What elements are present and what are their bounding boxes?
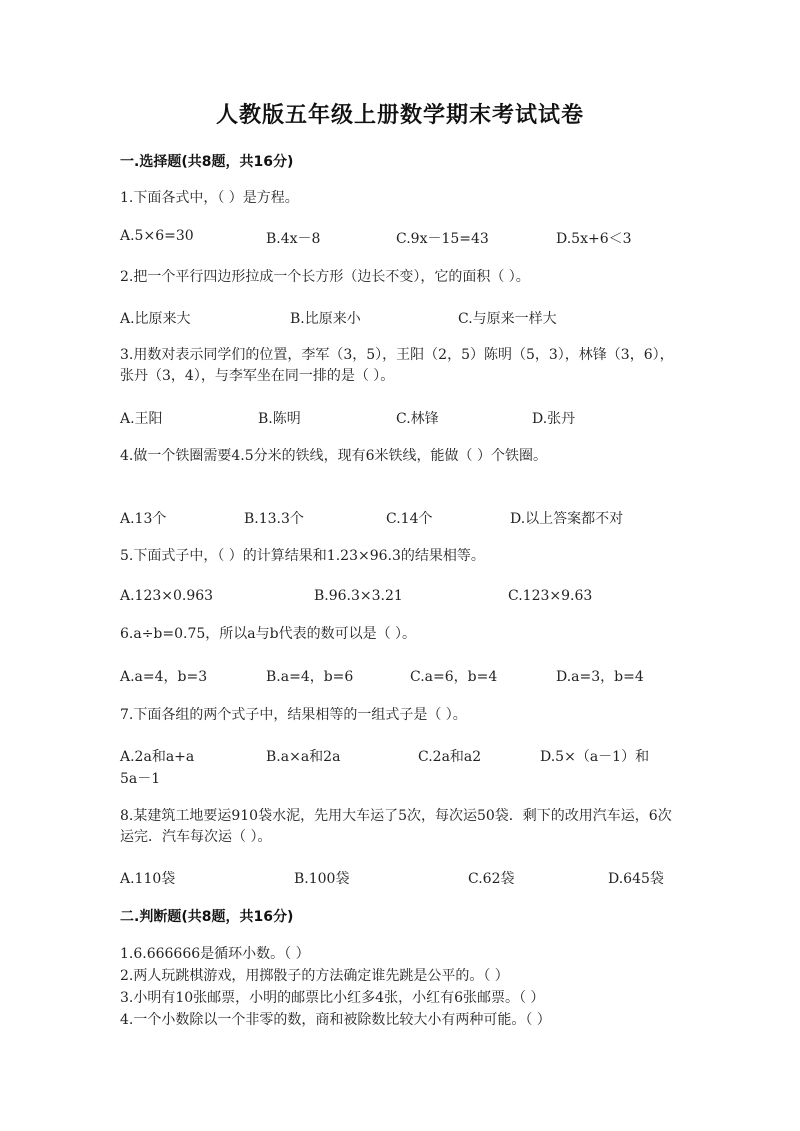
q7-option-c: C.2a和a2 [418, 749, 482, 765]
q6-option-b: B.a=4，b=6 [266, 669, 354, 685]
q8-option-b: B.100袋 [294, 871, 350, 887]
question-2: 2.把一个平行四边形拉成一个长方形（边长不变），它的面积（ ）。 [120, 269, 530, 285]
q2-option-c: C.与原来一样大 [458, 311, 557, 327]
q7-option-d: D.5×（a－1）和 [540, 749, 650, 765]
question-6: 6.a÷b=0.75，所以a与b代表的数可以是（ ）。 [120, 626, 417, 642]
q1-option-d: D.5x+6＜3 [556, 231, 632, 247]
page-title: 人教版五年级上册数学期末考试试卷 [215, 103, 584, 128]
judgement-item-1: 1.6.666666是循环小数。（ ） [120, 946, 310, 962]
q5-option-c: C.123×9.63 [508, 588, 593, 604]
q2-option-b: B.比原来小 [290, 311, 361, 327]
question-8: 8.某建筑工地要运910袋水泥，先用大车运了5次，每次运50袋．剩下的改用汽车运，6次运完．汽车每次运（ ）。 [120, 808, 672, 845]
q4-option-c: C.14个 [386, 511, 433, 527]
q4-option-b: B.13.3个 [244, 511, 304, 527]
question-3: 3.用数对表示同学们的位置，李军（3，5），王阳（2，5）陈明（5，3），林锋（3，6），张丹（3，4），与李军坐在同一排的是（ ）。 [120, 347, 674, 384]
q1-option-b: B.4x－8 [266, 231, 321, 247]
q8-option-d: D.645袋 [608, 871, 664, 887]
q3-option-d: D.张丹 [532, 411, 576, 427]
q4-option-d: D.以上答案都不对 [510, 511, 624, 527]
q6-option-d: D.a=3，b=4 [556, 669, 644, 685]
q3-option-a: A.王阳 [120, 411, 163, 427]
q4-option-a: A.13个 [120, 511, 167, 527]
q5-option-b: B.96.3×3.21 [314, 588, 403, 604]
section-heading-choice: 一.选择题(共8题，共16分) [120, 154, 294, 170]
question-4: 4.做一个铁圈需要4.5分米的铁线，现有6米铁线，能做（ ）个铁圈。 [120, 448, 547, 464]
question-1: 1.下面各式中，（ ）是方程。 [120, 190, 299, 206]
q6-option-a: A.a=4，b=3 [120, 669, 208, 685]
q3-option-b: B.陈明 [258, 411, 301, 427]
q7-option-d-continued: 5a－1 [120, 771, 161, 787]
section-heading-judgement: 二.判断题(共8题，共16分) [120, 909, 294, 925]
q6-option-c: C.a=6，b=4 [410, 669, 498, 685]
q5-option-a: A.123×0.963 [120, 588, 214, 604]
question-7: 7.下面各组的两个式子中，结果相等的一组式子是（ ）。 [120, 707, 467, 723]
q8-option-a: A.110袋 [120, 871, 176, 887]
judgement-item-3: 3.小明有10张邮票，小明的邮票比小红多4张，小红有6张邮票。（ ） [120, 990, 545, 1006]
question-5: 5.下面式子中，（ ）的计算结果和1.23×96.3的结果相等。 [120, 548, 485, 564]
q1-option-a: A.5×6=30 [120, 228, 194, 244]
q7-option-a: A.2a和a+a [120, 749, 195, 765]
q8-option-c: C.62袋 [468, 871, 515, 887]
judgement-item-2: 2.两人玩跳棋游戏，用掷骰子的方法确定谁先跳是公平的。（ ） [120, 968, 509, 984]
q2-option-a: A.比原来大 [120, 311, 191, 327]
q3-option-c: C.林锋 [396, 411, 439, 427]
q7-option-b: B.a×a和2a [266, 749, 341, 765]
judgement-item-4: 4.一个小数除以一个非零的数，商和被除数比较大小有两种可能。（ ） [120, 1012, 551, 1028]
q1-option-c: C.9x－15=43 [396, 231, 489, 247]
